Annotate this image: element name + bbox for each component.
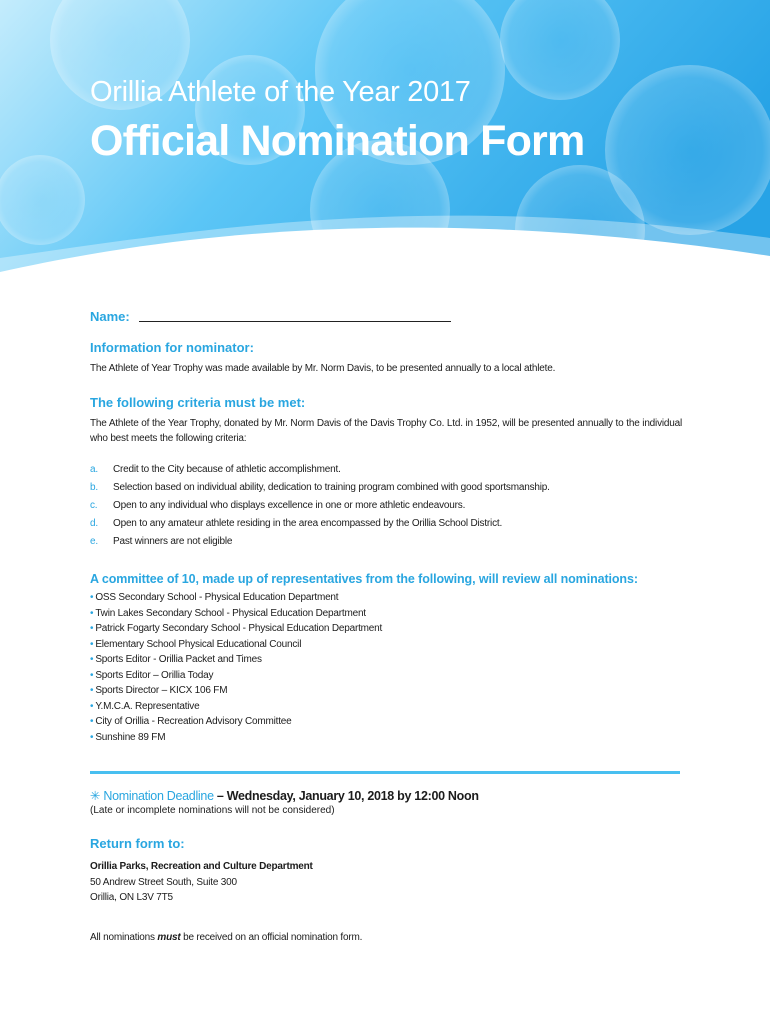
criteria-text: Credit to the City because of athletic accomplishment. bbox=[113, 464, 341, 475]
committee-list bbox=[90, 590, 682, 745]
return-address bbox=[90, 859, 682, 906]
name-label: Name: bbox=[90, 309, 130, 324]
committee-item bbox=[90, 606, 682, 622]
criteria-item bbox=[90, 533, 682, 551]
return-street: 50 Andrew Street South, Suite 300 bbox=[90, 876, 237, 888]
bullet-icon: • bbox=[90, 607, 94, 619]
closing-note bbox=[90, 932, 682, 943]
criteria-letter: e. bbox=[90, 536, 98, 547]
criteria-text: Open to any individual who displays excellence in one or more athletic endeavours. bbox=[113, 500, 466, 511]
committee-item bbox=[90, 683, 682, 699]
committee-member: Sports Director – KICX 106 FM bbox=[95, 685, 228, 696]
criteria-text: Selection based on individual ability, dedication to training program combined with good sportsmanship. bbox=[113, 482, 550, 493]
bullet-icon: • bbox=[90, 638, 94, 650]
return-city: Orillia, ON L3V 7T5 bbox=[90, 892, 173, 903]
bullet-icon: • bbox=[90, 700, 94, 712]
criteria-letter: b. bbox=[90, 482, 98, 493]
committee-item bbox=[90, 590, 682, 606]
committee-member: Sports Editor – Orillia Today bbox=[95, 669, 214, 681]
committee-item bbox=[90, 699, 682, 715]
form-content bbox=[90, 300, 682, 953]
committee-item bbox=[90, 621, 682, 637]
form-subtitle: Orillia Athlete of the Year 2017 bbox=[90, 76, 471, 108]
criteria-item bbox=[90, 515, 682, 533]
closing-emphasis: must bbox=[157, 931, 181, 943]
criteria-list bbox=[90, 461, 682, 551]
committee-member: City of Orillia - Recreation Advisory Committee bbox=[95, 716, 292, 727]
criteria-text: Past winners are not eligible bbox=[113, 536, 233, 547]
asterisk-icon: ✳ bbox=[90, 789, 101, 803]
committee-member: Sunshine 89 FM bbox=[95, 731, 166, 743]
committee-member: Sports Editor - Orillia Packet and Times bbox=[95, 654, 262, 665]
criteria-intro: The Athlete of the Year Trophy, donated by Mr. Norm Davis of the Davis Trophy Co. Ltd. in 1952, will be presented annually to the individual who best meets the following criteria: bbox=[90, 418, 682, 444]
name-field[interactable] bbox=[139, 309, 451, 322]
deadline-date: – Wednesday, January 10, 2018 by 12:00 Noon bbox=[216, 789, 479, 803]
bullet-icon: • bbox=[90, 685, 94, 696]
criteria-item bbox=[90, 497, 682, 515]
section-divider bbox=[90, 771, 680, 774]
criteria-letter: d. bbox=[90, 518, 98, 529]
committee-item bbox=[90, 714, 682, 730]
bullet-icon: • bbox=[90, 669, 94, 681]
criteria-item bbox=[90, 479, 682, 497]
committee-member: Elementary School Physical Educational Council bbox=[95, 638, 302, 650]
nomination-deadline bbox=[90, 788, 682, 803]
nominator-heading: Information for nominator: bbox=[90, 340, 254, 355]
bullet-icon: • bbox=[90, 716, 94, 727]
committee-item bbox=[90, 668, 682, 684]
criteria-letter: c. bbox=[90, 500, 98, 511]
nominator-text: The Athlete of Year Trophy was made available by Mr. Norm Davis, to be presented annually to a local athlete. bbox=[90, 363, 556, 374]
bullet-icon: • bbox=[90, 623, 94, 634]
deadline-label: Nomination Deadline bbox=[103, 789, 214, 803]
committee-item bbox=[90, 730, 682, 746]
return-heading: Return form to: bbox=[90, 836, 185, 851]
committee-member: Twin Lakes Secondary School - Physical Education Department bbox=[95, 607, 366, 619]
committee-member: Patrick Fogarty Secondary School - Physical Education Department bbox=[95, 623, 383, 634]
form-title: Official Nomination Form bbox=[90, 117, 585, 165]
criteria-letter: a. bbox=[90, 464, 98, 475]
committee-heading: A committee of 10, made up of representatives from the following, will review all nominations: bbox=[90, 572, 638, 586]
return-organization: Orillia Parks, Recreation and Culture Department bbox=[90, 861, 313, 872]
committee-member: OSS Secondary School - Physical Education Department bbox=[95, 592, 339, 603]
name-field-row bbox=[90, 300, 682, 324]
committee-member: Y.M.C.A. Representative bbox=[95, 700, 200, 712]
criteria-heading: The following criteria must be met: bbox=[90, 395, 306, 410]
deadline-note: (Late or incomplete nominations will not be considered) bbox=[90, 805, 335, 816]
bullet-icon: • bbox=[90, 654, 94, 665]
bullet-icon: • bbox=[90, 592, 94, 603]
criteria-text: Open to any amateur athlete residing in the area encompassed by the Orillia School District. bbox=[113, 518, 503, 529]
header-banner bbox=[0, 0, 770, 300]
closing-text-before: All nominations bbox=[90, 931, 158, 943]
committee-item bbox=[90, 637, 682, 653]
closing-text-after: be received on an official nomination form. bbox=[180, 931, 363, 943]
criteria-item bbox=[90, 461, 682, 479]
committee-item bbox=[90, 652, 682, 668]
bullet-icon: • bbox=[90, 731, 94, 743]
